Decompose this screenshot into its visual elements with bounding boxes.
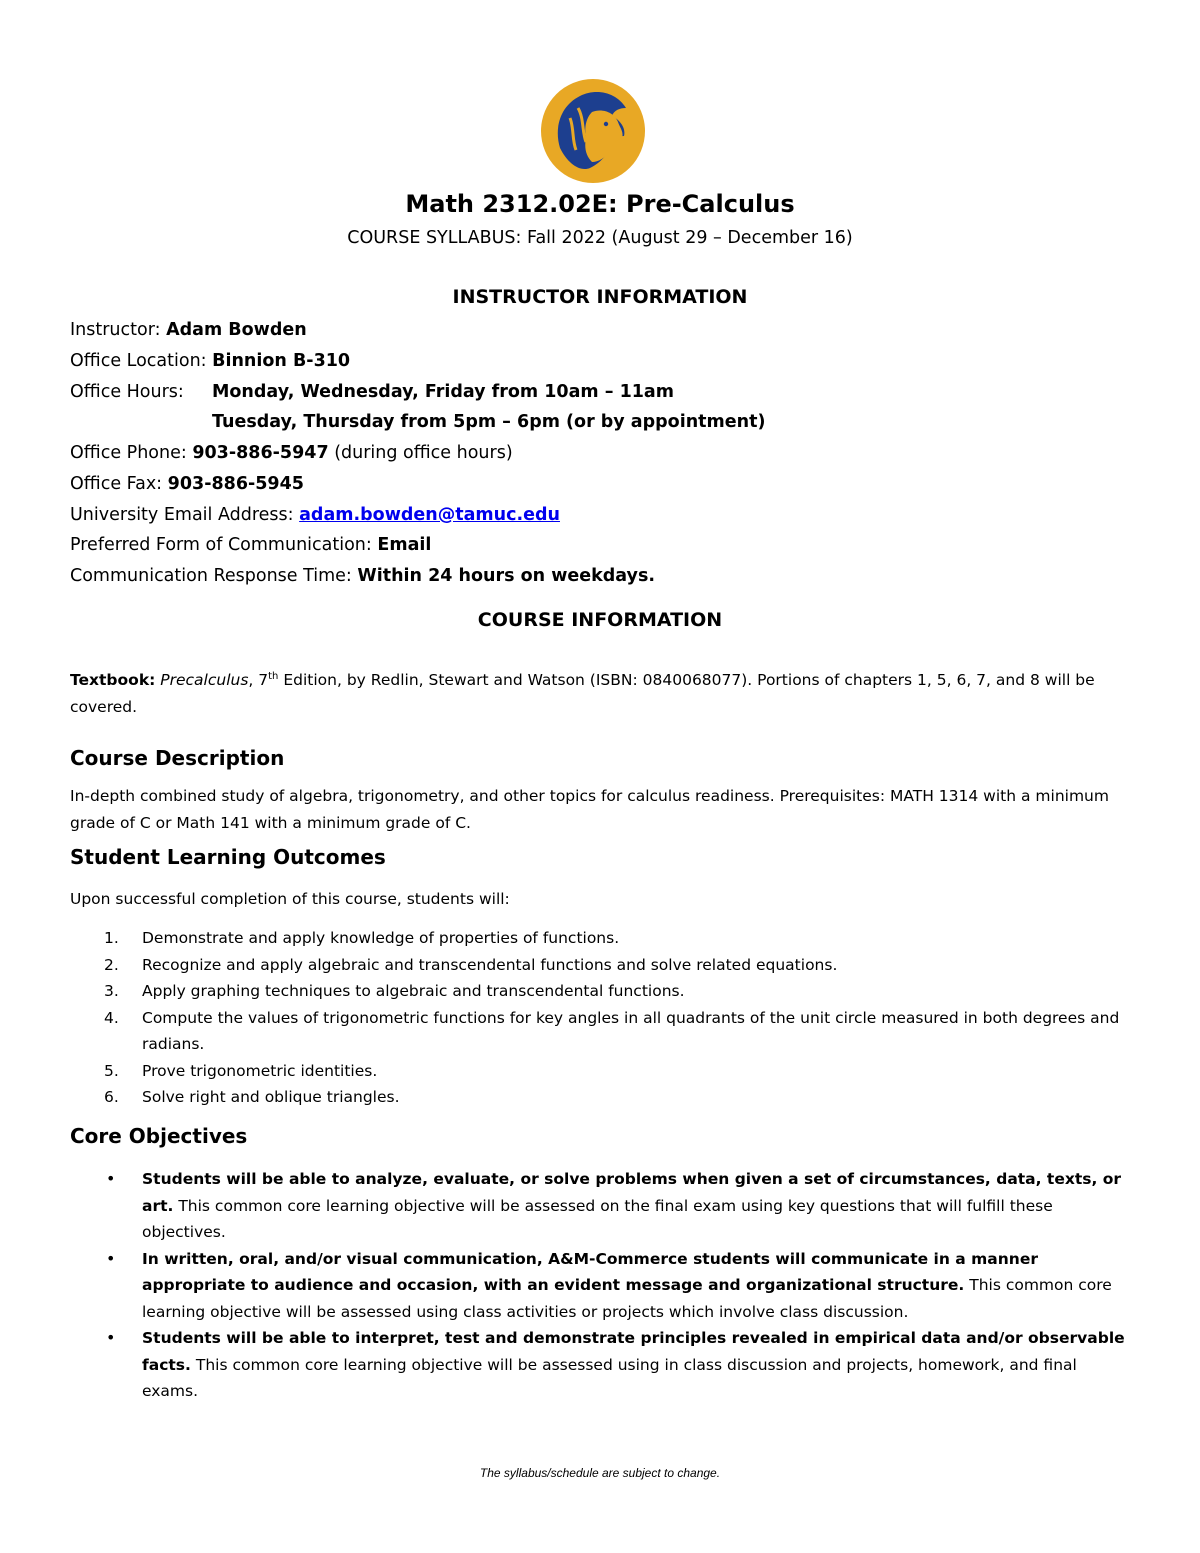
textbook-paragraph: Textbook: Precalculus, 7th Edition, by Redlin, Stewart and Watson (ISBN: 0840068077). Portions of chapters 1, 5, 6, 7, and 8 will be covered. [70, 671, 1095, 717]
preferred-communication-value: Email [377, 535, 432, 555]
course-section-heading: COURSE INFORMATION [477, 609, 723, 631]
preferred-communication-line: Preferred Form of Communication: Email [70, 535, 432, 555]
office-location-value: Binnion B-310 [212, 351, 351, 371]
learning-outcomes-intro: Upon successful completion of this course, students will: [70, 890, 510, 908]
instructor-section-heading: INSTRUCTOR INFORMATION [452, 286, 748, 308]
office-fax-line: Office Fax: 903-886-5945 [70, 474, 304, 494]
core-objectives-list [70, 1166, 1130, 1405]
instructor-line: Instructor: Adam Bowden [70, 320, 307, 340]
list-item: 3. Apply graphing techniques to algebraic and transcendental functions. [104, 982, 685, 1000]
list-item: • Students will be able to analyze, evaluate, or solve problems when given a set of circumstances, data, texts, or art. This common core learning objective will be assessed on the final exam using key questions that will fulfill these objectives. [70, 1166, 1130, 1246]
bullet-icon: • [106, 1169, 116, 1188]
list-item: 1. Demonstrate and apply knowledge of properties of functions. [104, 929, 620, 947]
bullet-icon: • [106, 1248, 116, 1268]
textbook-title: Precalculus [160, 671, 249, 690]
bullet-icon: • [106, 1328, 116, 1347]
list-item: • Students will be able to interpret, test and demonstrate principles revealed in empirical data and/or observable facts. This common core learning objective will be assessed using in class discussion and projects, homework, and final exams. [70, 1325, 1130, 1405]
response-time-line: Communication Response Time: Within 24 hours on weekdays. [70, 566, 656, 586]
email-link[interactable]: adam.bowden@tamuc.edu [299, 505, 560, 525]
course-title: Math 2312.02E: Pre-Calculus [405, 190, 795, 218]
office-hours-line: Office Hours: Monday, Wednesday, Friday from 10am – 11am [70, 382, 674, 402]
office-hours-line1: Monday, Wednesday, Friday from 10am – 11am [212, 382, 674, 402]
list-item: 5. Prove trigonometric identities. [104, 1061, 378, 1080]
office-location-line: Office Location: Binnion B-310 [70, 351, 351, 371]
list-item: • In written, oral, and/or visual communication, A&M-Commerce students will communicate in a manner appropriate to audience and occasion, with an evident message and organizational structure. This common core learning objective will be assessed using class activities or projects which involve class discussion. [70, 1246, 1130, 1326]
email-line: University Email Address: adam.bowden@tamuc.edu [70, 505, 560, 525]
instructor-name: Adam Bowden [166, 320, 307, 340]
learning-outcomes-list [70, 925, 1130, 1111]
lion-head-logo [540, 78, 646, 184]
list-item: 4. Compute the values of trigonometric functions for key angles in all quadrants of the unit circle measured in both degrees and radians. [104, 1008, 1120, 1053]
office-hours-line2-row [70, 412, 766, 432]
response-time-value: Within 24 hours on weekdays. [357, 566, 656, 586]
list-item: 6. Solve right and oblique triangles. [104, 1088, 400, 1106]
course-subtitle: COURSE SYLLABUS: Fall 2022 (August 29 – December 16) [347, 228, 853, 248]
course-description-text: In-depth combined study of algebra, trigonometry, and other topics for calculus readiness. Prerequisites: MATH 1314 with a minimum grade of C or Math 141 with a minimum grade of C. [70, 787, 1109, 832]
core-objectives-heading: Core Objectives [70, 1124, 248, 1148]
office-hours-line2: Tuesday, Thursday from 5pm – 6pm (or by appointment) [212, 412, 766, 432]
office-fax-value: 903-886-5945 [167, 474, 304, 494]
learning-outcomes-heading: Student Learning Outcomes [70, 845, 386, 869]
office-phone-line: Office Phone: 903-886-5947 (during office hours) [70, 443, 513, 463]
list-item: 2. Recognize and apply algebraic and transcendental functions and solve related equations. [104, 955, 838, 974]
course-description-heading: Course Description [70, 746, 285, 770]
office-phone-value: 903-886-5947 [192, 443, 329, 463]
page-footer: The syllabus/schedule are subject to change. [479, 1466, 721, 1480]
